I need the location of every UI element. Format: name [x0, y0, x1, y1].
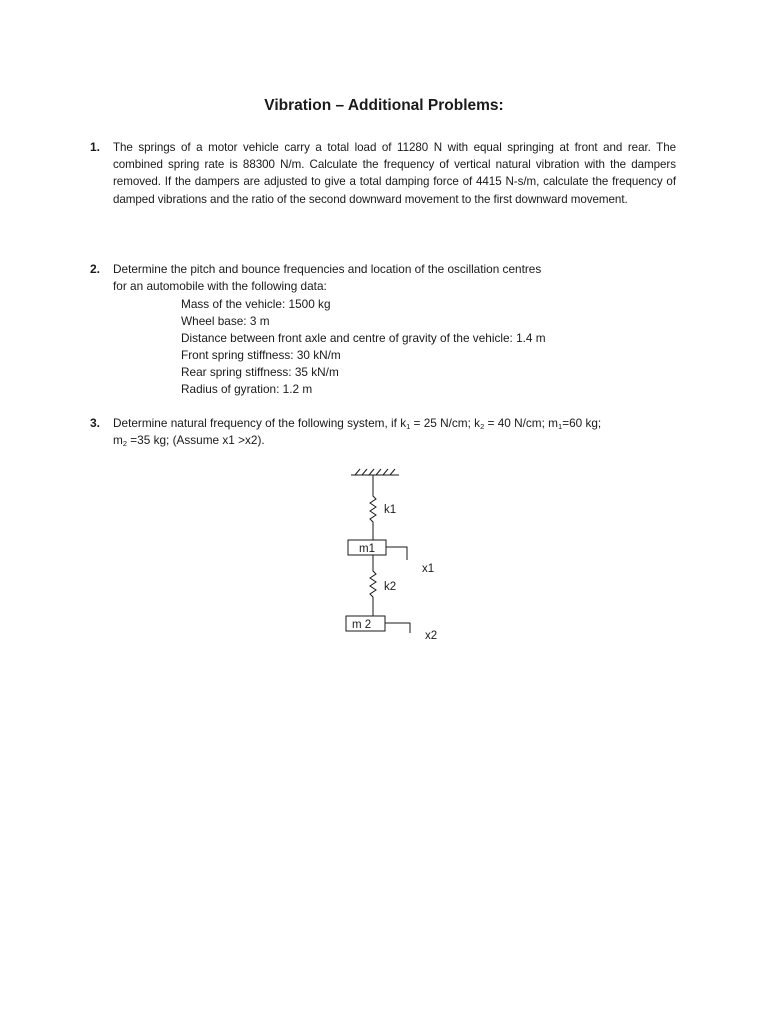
k2-subscript: 2	[480, 422, 485, 431]
rear-spring-item: Rear spring stiffness: 35 kN/m	[181, 365, 339, 379]
problem-2-intro-line-2: for an automobile with the following data:	[113, 279, 327, 293]
displacement-x2-marker	[385, 623, 410, 633]
problem-3-line-2	[113, 432, 601, 449]
problem-2-intro	[113, 261, 541, 295]
spring-k2	[370, 555, 376, 616]
mass-m1-label: m1	[359, 543, 375, 555]
problem-3-line-1-prefix: Determine natural frequency of the following system, if k	[113, 416, 407, 430]
document-title: Vibration – Additional Problems:	[264, 97, 504, 114]
problem-2-number: 2.	[90, 262, 101, 276]
problem-3-line-2-rest: =35 kg; (Assume x1 >x2).	[127, 433, 265, 447]
problem-3-text	[113, 415, 601, 449]
problem-2-data-list	[181, 296, 546, 398]
problem-1-number: 1.	[90, 140, 101, 154]
problem-3-number: 3.	[90, 416, 101, 430]
fixed-support	[351, 469, 399, 475]
wheel-base-item: Wheel base: 3 m	[181, 314, 270, 328]
displacement-x2-label: x2	[425, 630, 438, 642]
m2-symbol: m	[113, 433, 123, 447]
spring-mass-diagram	[335, 466, 475, 646]
problem-1-text: The springs of a motor vehicle carry a total load of 11280 N with equal springing at front and rear. The combined spring rate is 88300 N/m. Calculate the frequency of vertical natural vibration with the dampers removed. If the dampers are adjusted to give a total damping force of 4415 N-s/m, calculate the frequency of damped vibrations and the ratio of the second downward movement to the first downward movement.	[113, 141, 676, 206]
front-spring-item: Front spring stiffness: 30 kN/m	[181, 348, 341, 362]
problem-2-intro-line-1: Determine the pitch and bounce frequencies and location of the oscillation centres	[113, 262, 542, 276]
k1-value: = 25 N/cm; k	[410, 416, 481, 430]
displacement-x1-marker	[386, 547, 407, 560]
mass-m2-label: m 2	[352, 619, 372, 631]
m1-subscript: 1	[558, 422, 563, 431]
m1-value: =60 kg;	[562, 416, 602, 430]
m2-subscript: 2	[122, 439, 127, 448]
problem-3-line-1	[113, 415, 601, 432]
cg-distance-item: Distance between front axle and centre of gravity of the vehicle: 1.4 m	[181, 331, 546, 345]
spring-k1-label: k1	[384, 504, 397, 516]
gyration-radius-item: Radius of gyration: 1.2 m	[181, 382, 313, 396]
vehicle-mass-item: Mass of the vehicle: 1500 kg	[181, 297, 331, 311]
k2-value: = 40 N/cm; m	[484, 416, 559, 430]
spring-k2-label: k2	[384, 581, 397, 593]
k1-subscript: 1	[406, 422, 411, 431]
displacement-x1-label: x1	[422, 563, 435, 575]
spring-k1	[370, 475, 376, 540]
